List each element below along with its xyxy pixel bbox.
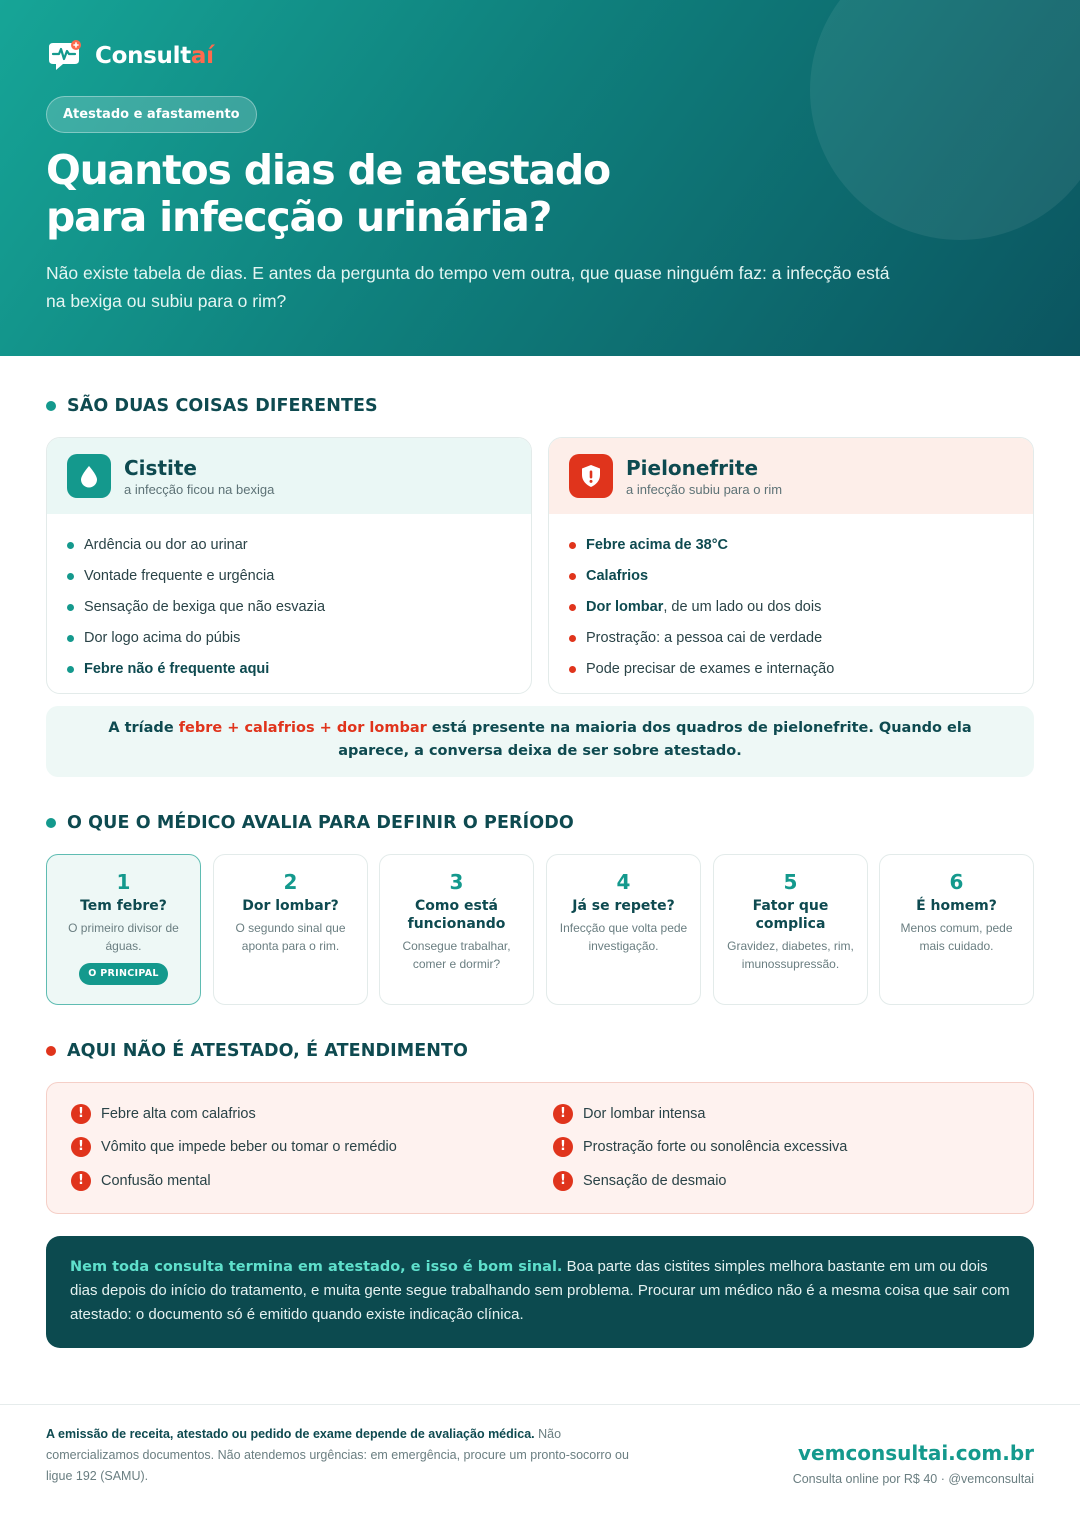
cistite-card-header: [47, 438, 531, 514]
bullet: [67, 542, 74, 549]
warning-item: ! Prostração forte ou sonolência excessiva: [553, 1137, 847, 1157]
section-heading-criteria: O QUE O MÉDICO AVALIA PARA DEFINIR O PERÍODO: [46, 813, 574, 833]
step-title: Já se repete?: [572, 898, 675, 914]
list-item: Ardência ou dor ao urinar: [67, 530, 531, 561]
warning-item: ! Vômito que impede beber ou tomar o remédio: [71, 1137, 397, 1157]
bullet: [67, 604, 74, 611]
warning-signs-box: [46, 1082, 1034, 1214]
step-title: Dor lombar?: [242, 898, 339, 914]
list-item: Calafrios: [569, 561, 1033, 592]
footer-divider: [0, 1404, 1080, 1405]
section-heading-differences: SÃO DUAS COISAS DIFERENTES: [46, 396, 378, 416]
chat-heartbeat-icon: [48, 40, 82, 72]
list-item: Febre acima de 38°C: [569, 530, 1033, 561]
step-description: O segundo sinal que aponta para o rim.: [235, 921, 346, 953]
step-number: 6: [949, 870, 964, 894]
pielonefrite-card-header: [549, 438, 1033, 514]
decorative-circle: [810, 0, 1080, 240]
criteria-card-complicating-factor: [713, 854, 868, 1005]
pielonefrite-subtitle: a infecção subiu para o rim: [626, 481, 783, 497]
section-dot: [46, 818, 56, 828]
website-link[interactable]: vemconsultai.com.br: [798, 1441, 1034, 1465]
exclamation-icon: !: [71, 1104, 91, 1124]
exclamation-icon: !: [553, 1137, 573, 1157]
triad-callout: A tríade febre + calafrios + dor lombar está presente na maioria dos quadros de pielonefrite. Quando ela aparece, a conversa deixa de ser sobre atestado.: [46, 706, 1034, 777]
step-title: Tem febre?: [80, 898, 167, 914]
list-item: Vontade frequente e urgência: [67, 561, 531, 592]
exclamation-icon: !: [553, 1104, 573, 1124]
step-description: Gravidez, diabetes, rim, imunossupressão.: [727, 939, 854, 971]
footer-tagline: Consulta online por R$ 40 · @vemconsultai: [792, 1472, 1034, 1486]
reassurance-note: Nem toda consulta termina em atestado, e isso é bom sinal. Boa parte das cistites simples melhora bastante em um ou dois dias depois do início do tratamento, e muita gente segue trabalhando sem problema. Procurar um médico não é a mesma coisa que sair com atestado: o documento só é emitido quando existe indicação clínica.: [46, 1236, 1034, 1348]
list-item: Prostração: a pessoa cai de verdade: [569, 623, 1033, 654]
warning-item: ! Dor lombar intensa: [553, 1104, 706, 1124]
pielonefrite-card: [548, 437, 1034, 694]
water-drop-icon: [67, 454, 111, 498]
list-item: Febre não é frequente aqui: [67, 654, 531, 685]
title-line-1: Quantos dias de atestado: [46, 146, 610, 194]
cistite-title: Cistite: [124, 455, 197, 480]
step-description: Menos comum, pede mais cuidado.: [900, 921, 1013, 953]
bullet: [569, 604, 576, 611]
criteria-card-fever: [46, 854, 201, 1005]
cistite-symptom-list: [47, 514, 531, 685]
step-description: Consegue trabalhar, comer e dormir?: [402, 939, 511, 971]
step-title: É homem?: [916, 898, 997, 914]
step-description: O primeiro divisor de águas.: [68, 921, 179, 953]
category-tag: Atestado e afastamento: [46, 96, 257, 133]
pielonefrite-title: Pielonefrite: [626, 455, 759, 480]
criteria-card-back-pain: [213, 854, 368, 1005]
page-title: [46, 147, 806, 241]
bullet: [569, 635, 576, 642]
pielonefrite-symptom-list: [549, 514, 1033, 685]
page-subtitle: Não existe tabela de dias. E antes da pergunta do tempo vem outra, que quase ninguém faz: a infecção está na bexiga ou subiu para o rim?: [46, 263, 890, 311]
exclamation-icon: !: [71, 1137, 91, 1157]
criteria-card-male: [879, 854, 1034, 1005]
exclamation-icon: !: [71, 1171, 91, 1191]
hero-banner: [0, 0, 1080, 356]
warning-item: ! Sensação de desmaio: [553, 1171, 727, 1191]
section-dot: [46, 401, 56, 411]
footer-disclaimer: A emissão de receita, atestado ou pedido de exame depende de avaliação médica. Não comercializamos documentos. Não atendemos urgências: em emergência, procure um pronto-socorro ou ligue 192 (SAMU).: [46, 1427, 629, 1483]
step-number: 5: [783, 870, 798, 894]
criteria-card-functioning: [379, 854, 534, 1005]
warning-item: ! Febre alta com calafrios: [71, 1104, 256, 1124]
warning-item: ! Confusão mental: [71, 1171, 211, 1191]
principal-badge: O PRINCIPAL: [79, 963, 167, 985]
list-item: Sensação de bexiga que não esvazia: [67, 592, 531, 623]
step-number: 4: [616, 870, 631, 894]
bullet: [569, 542, 576, 549]
section-heading-emergency: AQUI NÃO É ATESTADO, É ATENDIMENTO: [46, 1041, 468, 1061]
step-title: Como está funcionando: [407, 898, 506, 932]
bullet: [67, 573, 74, 580]
bullet: [67, 635, 74, 642]
step-description: Infecção que volta pede investigação.: [559, 921, 688, 953]
step-number: 1: [116, 870, 131, 894]
title-line-2: para infecção urinária?: [46, 193, 552, 241]
bullet: [569, 573, 576, 580]
cistite-subtitle: a infecção ficou na bexiga: [124, 481, 275, 497]
step-title: Fator que complica: [752, 898, 829, 932]
list-item: Pode precisar de exames e internação: [569, 654, 1033, 685]
criteria-card-recurrence: [546, 854, 701, 1005]
step-number: 2: [283, 870, 298, 894]
brand-name: Consultaí: [95, 43, 214, 69]
step-number: 3: [449, 870, 464, 894]
section-dot: [46, 1046, 56, 1056]
list-item: Dor logo acima do púbis: [67, 623, 531, 654]
list-item: Dor lombar, de um lado ou dos dois: [569, 592, 1033, 623]
brand-logo[interactable]: [48, 40, 214, 72]
cistite-card: [46, 437, 532, 694]
exclamation-icon: !: [553, 1171, 573, 1191]
bullet: [67, 666, 74, 673]
bullet: [569, 666, 576, 673]
shield-alert-icon: [569, 454, 613, 498]
